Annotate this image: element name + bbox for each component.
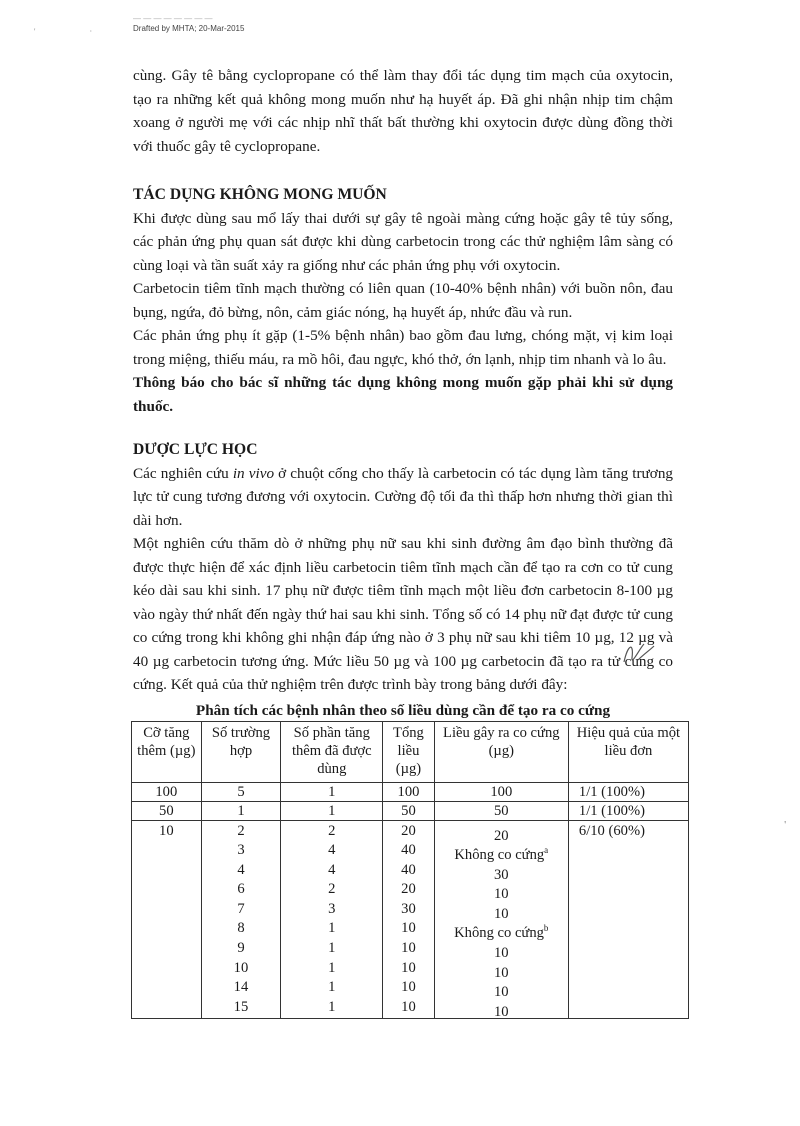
- total-value: 10: [401, 959, 416, 976]
- increment-value: 1: [328, 998, 336, 1015]
- cell-increments-given: 1: [281, 782, 383, 801]
- total-value: 10: [401, 998, 416, 1015]
- page-header: [133, 14, 244, 34]
- header-drafted: Drafted by MHTA; 20-Mar-2015: [133, 24, 245, 33]
- rigid-value: 10: [493, 886, 509, 903]
- case-value: 2: [237, 822, 245, 839]
- cell-efficacy: 6/10 (60%): [568, 820, 688, 1019]
- paragraph-cyclopropane: cùng. Gây tê bằng cyclopropane có thể làm thay đổi tác dụng tim mạch của oxytocin, tạo ra những kết quả không mong muốn như hạ huyết áp. Đã ghi nhận nhịp tim chậm xoang ở người mẹ với các nhịp nhĩ thất bất thường khi oxytocin được dùng đồng thời với thuốc gây tê cyclopropane.: [133, 67, 673, 155]
- rigid-value: Không co cứng: [454, 925, 544, 942]
- increment-value: 3: [328, 900, 336, 917]
- paragraph-uncommon-effects: Các phản ứng phụ ít gặp (1-5% bệnh nhân) bao gồm đau lưng, chóng mặt, vị kim loại trong miệng, thiếu máu, ra mồ hôi, đau ngực, khó thở, ớn lạnh, nhịp tim nhanh và lo âu.: [133, 327, 673, 368]
- header-faint-line: — — — — — — — —: [133, 14, 213, 23]
- rigid-value: 10: [493, 905, 509, 922]
- increment-value: 1: [328, 920, 336, 937]
- margin-specks: ' ·: [34, 27, 119, 36]
- total-value: 40: [401, 861, 416, 878]
- rigid-value: 10: [493, 984, 509, 1001]
- heading-pharmacodynamics: DƯỢC LỰC HỌC: [133, 441, 258, 458]
- total-value: 10: [401, 979, 416, 996]
- rigid-entry: [439, 841, 564, 861]
- cell-rigid: 50: [434, 801, 568, 820]
- total-value: 20: [401, 822, 416, 839]
- header-increment: Cỡ tăng thêm (µg): [132, 721, 202, 782]
- paragraph-adverse-intro: Khi được dùng sau mổ lấy thai dưới sự gây tê ngoài màng cứng hoặc gây tê tủy sống, các phản ứng phụ quan sát được khi dùng carbetocin trong các thử nghiệm lâm sàng có cùng loại và tần suất xảy ra giống như các phản ứng phụ với oxytocin.: [133, 209, 673, 274]
- rigid-value: Không co cứng: [454, 846, 545, 863]
- case-value: 14: [233, 979, 249, 996]
- margin-mark: ': [784, 820, 786, 831]
- rigid-entry: [439, 939, 564, 959]
- total-value: 40: [401, 842, 416, 859]
- paragraph-study: Một nghiên cứu thăm dò ở những phụ nữ sau khi sinh đường âm đạo bình thường đã được thực hiện để xác định liều carbetocin tiêm tĩnh mạch cần để tạo ra cơn co tử cung kéo dài sau khi sinh. 17 phụ nữ được tiêm tĩnh mạch một liều đơn carbetocin 8-100 µg vào ngày thứ nhất đến ngày thứ hai sau khi sinh. Tổng số có 14 phụ nữ đạt được tử cung co cứng trong khi không ghi nhận đáp ứng nào ở 3 phụ nữ sau khi tiêm 10 µg, 12 µg và 40 µg carbetocin tương ứng. Mức liều 50 µg và 100 µg carbetocin đã tạo ra tử cung co cứng. Kết quả của thử nghiệm trên được trình bày trong bảng dưới đây:: [133, 535, 673, 693]
- table-row: [132, 782, 689, 801]
- table-title: Phân tích các bệnh nhân theo số liều dùng cần để tạo ra co cứng: [195, 701, 611, 719]
- case-value: 3: [237, 842, 245, 859]
- rigid-value: 30: [493, 866, 509, 883]
- handwritten-mark: [618, 640, 658, 670]
- cell-increments-given: 1: [281, 801, 383, 820]
- rigid-footnote: b: [543, 923, 549, 934]
- cell-increment: 50: [132, 801, 202, 820]
- cell-increments-list: [281, 820, 383, 1019]
- rigid-entry: [439, 822, 564, 842]
- total-value: 10: [401, 940, 416, 957]
- total-value: 30: [401, 900, 416, 917]
- cell-cases: 5: [201, 782, 281, 801]
- in-vivo-after: ở chuột cống cho thấy là carbetocin có tác dụng làm tăng trương lực tử cung tương đương với oxytocin. Cường độ tối đa thì thấp hơn nhưng thời gian thì dài hơn.: [133, 464, 674, 529]
- document-body: [133, 64, 681, 1020]
- case-value: 4: [237, 861, 245, 878]
- increment-value: 1: [328, 940, 336, 957]
- case-value: 7: [237, 900, 245, 917]
- increment-value: 4: [328, 861, 336, 878]
- table-row-group-10: [132, 820, 689, 1019]
- rigid-value: 10: [493, 964, 509, 981]
- rigid-entry: [439, 919, 564, 942]
- rigid-entry: [439, 900, 564, 920]
- header-increments-given: Số phần tăng thêm đã được dùng: [281, 721, 383, 782]
- rigid-footnote: a: [544, 845, 549, 856]
- table-header-row: [132, 721, 689, 782]
- case-value: 9: [237, 940, 245, 957]
- increment-value: 1: [328, 979, 336, 996]
- cell-efficacy: 1/1 (100%): [568, 782, 688, 801]
- total-value: 10: [401, 920, 416, 937]
- cell-increment: 10: [132, 820, 202, 1019]
- paragraph-common-effects: Carbetocin tiêm tĩnh mạch thường có liên quan (10-40% bệnh nhân) với buồn nôn, đau bụng, ngứa, đỏ bừng, nôn, cảm giác nóng, hạ huyết áp, nhức đầu và run.: [133, 280, 673, 321]
- in-vivo-italic: in vivo: [232, 464, 275, 482]
- increment-value: 2: [328, 822, 336, 839]
- case-value: 15: [233, 998, 249, 1015]
- increment-value: 1: [328, 959, 336, 976]
- dose-table: [131, 721, 689, 1020]
- total-value: 20: [401, 881, 416, 898]
- rigid-entry: [439, 861, 564, 881]
- cell-rigid: 100: [434, 782, 568, 801]
- header-efficacy: Hiệu quả của một liều đơn: [568, 721, 688, 782]
- rigid-entry: [439, 978, 564, 1001]
- paragraph-notify-doctor: Thông báo cho bác sĩ những tác dụng không mong muốn gặp phải khi sử dụng thuốc.: [133, 374, 673, 415]
- case-value: 10: [233, 959, 249, 976]
- rigid-value: 10: [493, 944, 509, 961]
- increment-value: 4: [328, 842, 336, 859]
- cell-efficacy: 1/1 (100%): [568, 801, 688, 820]
- rigid-entry: [439, 998, 564, 1018]
- paragraph-in-vivo: [133, 462, 673, 533]
- cell-total: 50: [383, 801, 434, 820]
- cell-totals-list: [383, 820, 434, 1019]
- header-total-dose: Tổng liều (µg): [383, 721, 434, 782]
- cell-total: 100: [383, 782, 434, 801]
- cell-cases: 1: [201, 801, 281, 820]
- rigid-value: 20: [493, 827, 509, 844]
- header-rigid-dose: Liều gây ra co cứng (µg): [434, 721, 568, 782]
- table-row: [132, 801, 689, 820]
- case-value: 6: [237, 881, 245, 898]
- increment-value: 2: [328, 881, 336, 898]
- cell-rigid-list: [434, 820, 568, 1019]
- header-cases: Số trường hợp: [201, 721, 281, 782]
- cell-cases-list: [201, 820, 281, 1019]
- rigid-entry: [439, 880, 564, 903]
- case-value: 8: [237, 920, 245, 937]
- rigid-entry: [439, 959, 564, 979]
- cell-increment: 100: [132, 782, 202, 801]
- rigid-value: 10: [493, 1003, 509, 1020]
- in-vivo-before: Các nghiên cứu: [133, 464, 233, 482]
- heading-adverse-effects: TÁC DỤNG KHÔNG MONG MUỐN: [133, 186, 387, 203]
